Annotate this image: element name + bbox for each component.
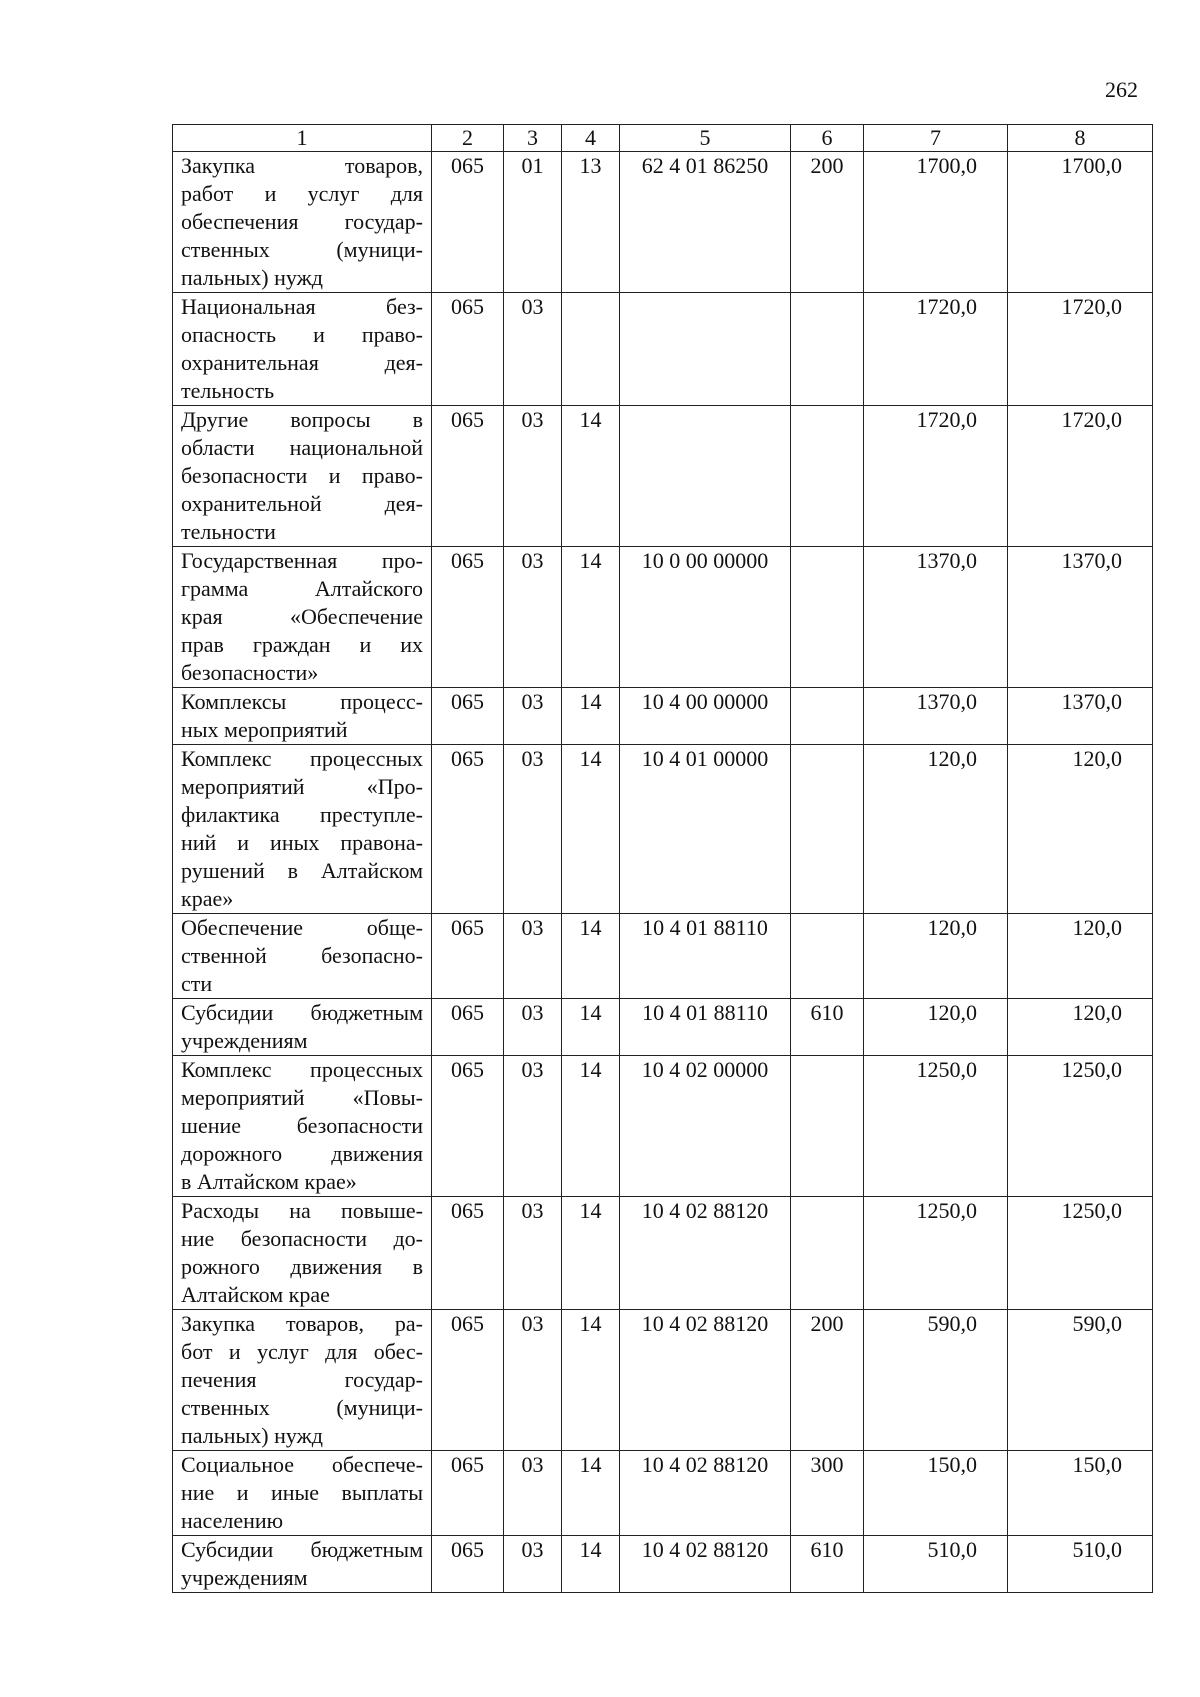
amount-year-2-cell: 590,0: [1008, 1310, 1153, 1451]
target-article-cell: 10 4 02 00000: [620, 1056, 791, 1197]
column-header-7: 7: [864, 125, 1008, 152]
description-line: ственной безопасно-: [181, 943, 423, 968]
subdivision-code-cell: 14: [562, 1536, 620, 1593]
section-code-cell: 065: [432, 406, 504, 547]
description-line: шение безопасности: [181, 1113, 423, 1138]
description-line: прав граждан и их: [181, 632, 423, 657]
description-line: Субсидии бюджетным: [181, 1000, 423, 1025]
row-description: [173, 1310, 432, 1451]
division-code-cell: 03: [504, 1310, 562, 1451]
section-code-cell: 065: [432, 547, 504, 688]
table-header: [173, 125, 1153, 152]
description-line: Комплекс процессных: [181, 746, 423, 771]
table-row: [173, 547, 1153, 688]
section-code-cell: 065: [432, 914, 504, 999]
subdivision-code-cell: 14: [562, 547, 620, 688]
amount-year-1-cell: 120,0: [864, 914, 1008, 999]
column-header-4: 4: [562, 125, 620, 152]
expense-type-cell: [791, 1197, 864, 1310]
target-article-cell: 10 4 01 88110: [620, 999, 791, 1056]
amount-year-1-cell: 120,0: [864, 745, 1008, 914]
amount-year-2-cell: 1250,0: [1008, 1056, 1153, 1197]
section-code-cell: 065: [432, 152, 504, 293]
row-description: [173, 1197, 432, 1310]
description-line: обеспечения государ-: [181, 209, 423, 234]
row-description: [173, 999, 432, 1056]
division-code-cell: 03: [504, 745, 562, 914]
description-line: дорожного движения: [181, 1141, 423, 1166]
description-line: Социальное обеспече-: [181, 1452, 423, 1477]
description-line: тельность: [181, 378, 275, 403]
target-article-cell: 10 4 01 88110: [620, 914, 791, 999]
table-row: [173, 688, 1153, 745]
expense-type-cell: [791, 293, 864, 406]
section-code-cell: 065: [432, 1451, 504, 1536]
division-code-cell: 01: [504, 152, 562, 293]
division-code-cell: 03: [504, 1536, 562, 1593]
amount-year-2-cell: 1700,0: [1008, 152, 1153, 293]
table-row: [173, 1536, 1153, 1593]
division-code-cell: 03: [504, 688, 562, 745]
division-code-cell: 03: [504, 1197, 562, 1310]
section-code-cell: 065: [432, 293, 504, 406]
description-line: рожного движения в: [181, 1254, 423, 1279]
section-code-cell: 065: [432, 1197, 504, 1310]
description-line: крае»: [181, 886, 234, 911]
description-line: ний и иных правона-: [181, 830, 423, 855]
column-header-2: 2: [432, 125, 504, 152]
description-line: сти: [181, 971, 213, 996]
description-line: края «Обеспечение: [181, 604, 423, 629]
table-body: [173, 152, 1153, 1593]
amount-year-1-cell: 1250,0: [864, 1056, 1008, 1197]
amount-year-2-cell: 120,0: [1008, 745, 1153, 914]
division-code-cell: 03: [504, 999, 562, 1056]
row-description: [173, 293, 432, 406]
amount-year-2-cell: 1250,0: [1008, 1197, 1153, 1310]
amount-year-1-cell: 1370,0: [864, 547, 1008, 688]
subdivision-code-cell: 14: [562, 914, 620, 999]
amount-year-2-cell: 120,0: [1008, 914, 1153, 999]
amount-year-2-cell: 510,0: [1008, 1536, 1153, 1593]
target-article-cell: 10 4 01 00000: [620, 745, 791, 914]
division-code-cell: 03: [504, 1056, 562, 1197]
amount-year-2-cell: 1720,0: [1008, 293, 1153, 406]
amount-year-1-cell: 1720,0: [864, 406, 1008, 547]
description-line: учреждениям: [181, 1565, 308, 1590]
section-code-cell: 065: [432, 1310, 504, 1451]
row-description: [173, 1056, 432, 1197]
description-line: опасность и право-: [181, 322, 423, 347]
expense-type-cell: [791, 547, 864, 688]
column-header-3: 3: [504, 125, 562, 152]
column-header-1: 1: [173, 125, 432, 152]
description-line: рушений в Алтайском: [181, 858, 423, 883]
target-article-cell: 10 4 02 88120: [620, 1536, 791, 1593]
section-code-cell: 065: [432, 745, 504, 914]
table-row: [173, 914, 1153, 999]
table-row: [173, 745, 1153, 914]
description-line: населению: [181, 1508, 284, 1533]
description-line: бот и услуг для обес-: [181, 1339, 423, 1364]
row-description: [173, 688, 432, 745]
description-line: Комплексы процесс-: [181, 689, 423, 714]
description-line: охранительная дея-: [181, 350, 423, 375]
subdivision-code-cell: 14: [562, 1056, 620, 1197]
description-line: Национальная без-: [181, 294, 423, 319]
expense-type-cell: [791, 914, 864, 999]
description-line: мероприятий «Повы-: [181, 1085, 423, 1110]
table-row: [173, 1451, 1153, 1536]
table-row: [173, 406, 1153, 547]
amount-year-1-cell: 120,0: [864, 999, 1008, 1056]
subdivision-code-cell: 13: [562, 152, 620, 293]
row-description: [173, 406, 432, 547]
table-row: [173, 1056, 1153, 1197]
division-code-cell: 03: [504, 547, 562, 688]
amount-year-2-cell: 120,0: [1008, 999, 1153, 1056]
table-row: [173, 1310, 1153, 1451]
table-row: [173, 293, 1153, 406]
description-line: ственных (муници-: [181, 1395, 423, 1420]
amount-year-2-cell: 1720,0: [1008, 406, 1153, 547]
section-code-cell: 065: [432, 1056, 504, 1197]
section-code-cell: 065: [432, 688, 504, 745]
section-code-cell: 065: [432, 1536, 504, 1593]
amount-year-1-cell: 590,0: [864, 1310, 1008, 1451]
description-line: ственных (муници-: [181, 237, 423, 262]
description-line: области национальной: [181, 435, 423, 460]
expense-type-cell: [791, 688, 864, 745]
target-article-cell: 10 4 02 88120: [620, 1451, 791, 1536]
column-header-6: 6: [791, 125, 864, 152]
table-row: [173, 999, 1153, 1056]
description-line: в Алтайском крае»: [181, 1169, 357, 1194]
section-code-cell: 065: [432, 999, 504, 1056]
description-line: Комплекс процессных: [181, 1057, 423, 1082]
subdivision-code-cell: [562, 293, 620, 406]
description-line: ние безопасности до-: [181, 1226, 423, 1251]
subdivision-code-cell: 14: [562, 1197, 620, 1310]
description-line: ние и иные выплаты: [181, 1480, 423, 1505]
amount-year-1-cell: 1250,0: [864, 1197, 1008, 1310]
table-row: [173, 152, 1153, 293]
description-line: Закупка товаров,: [181, 153, 423, 178]
expense-type-cell: 200: [791, 1310, 864, 1451]
amount-year-2-cell: 1370,0: [1008, 688, 1153, 745]
description-line: безопасности и право-: [181, 463, 423, 488]
target-article-cell: 10 4 02 88120: [620, 1197, 791, 1310]
description-line: филактика преступле-: [181, 802, 423, 827]
row-description: [173, 745, 432, 914]
row-description: [173, 1536, 432, 1593]
amount-year-1-cell: 510,0: [864, 1536, 1008, 1593]
subdivision-code-cell: 14: [562, 688, 620, 745]
amount-year-1-cell: 150,0: [864, 1451, 1008, 1536]
description-line: Государственная про-: [181, 548, 423, 573]
target-article-cell: 62 4 01 86250: [620, 152, 791, 293]
expense-type-cell: 610: [791, 999, 864, 1056]
amount-year-1-cell: 1700,0: [864, 152, 1008, 293]
header-row: [173, 125, 1153, 152]
budget-table: [172, 124, 1153, 1593]
subdivision-code-cell: 14: [562, 406, 620, 547]
amount-year-1-cell: 1720,0: [864, 293, 1008, 406]
description-line: пальных) нужд: [181, 265, 324, 290]
expense-type-cell: [791, 745, 864, 914]
amount-year-2-cell: 150,0: [1008, 1451, 1153, 1536]
target-article-cell: 10 0 00 00000: [620, 547, 791, 688]
division-code-cell: 03: [504, 1451, 562, 1536]
expense-type-cell: 300: [791, 1451, 864, 1536]
description-line: Закупка товаров, ра-: [181, 1311, 423, 1336]
subdivision-code-cell: 14: [562, 1451, 620, 1536]
expense-type-cell: [791, 406, 864, 547]
row-description: [173, 914, 432, 999]
target-article-cell: 10 4 00 00000: [620, 688, 791, 745]
description-line: тельности: [181, 519, 276, 544]
target-article-cell: [620, 406, 791, 547]
subdivision-code-cell: 14: [562, 745, 620, 914]
amount-year-1-cell: 1370,0: [864, 688, 1008, 745]
row-description: [173, 152, 432, 293]
division-code-cell: 03: [504, 914, 562, 999]
column-header-8: 8: [1008, 125, 1153, 152]
target-article-cell: [620, 293, 791, 406]
subdivision-code-cell: 14: [562, 1310, 620, 1451]
description-line: работ и услуг для: [181, 181, 423, 206]
description-line: Алтайском крае: [181, 1282, 330, 1307]
target-article-cell: 10 4 02 88120: [620, 1310, 791, 1451]
description-line: печения государ-: [181, 1367, 423, 1392]
division-code-cell: 03: [504, 293, 562, 406]
description-line: Другие вопросы в: [181, 407, 423, 432]
description-line: Субсидии бюджетным: [181, 1537, 423, 1562]
description-line: грамма Алтайского: [181, 576, 423, 601]
description-line: ных мероприятий: [181, 717, 348, 742]
page-number: 262: [1105, 77, 1138, 102]
table-row: [173, 1197, 1153, 1310]
division-code-cell: 03: [504, 406, 562, 547]
column-header-5: 5: [620, 125, 791, 152]
amount-year-2-cell: 1370,0: [1008, 547, 1153, 688]
subdivision-code-cell: 14: [562, 999, 620, 1056]
expense-type-cell: [791, 1056, 864, 1197]
description-line: Расходы на повыше-: [181, 1198, 423, 1223]
description-line: безопасности»: [181, 660, 319, 685]
row-description: [173, 547, 432, 688]
expense-type-cell: 200: [791, 152, 864, 293]
row-description: [173, 1451, 432, 1536]
description-line: Обеспечение обще-: [181, 915, 423, 940]
expense-type-cell: 610: [791, 1536, 864, 1593]
description-line: мероприятий «Про-: [181, 774, 423, 799]
description-line: учреждениям: [181, 1028, 308, 1053]
description-line: пальных) нужд: [181, 1423, 324, 1448]
description-line: охранительной дея-: [181, 491, 423, 516]
